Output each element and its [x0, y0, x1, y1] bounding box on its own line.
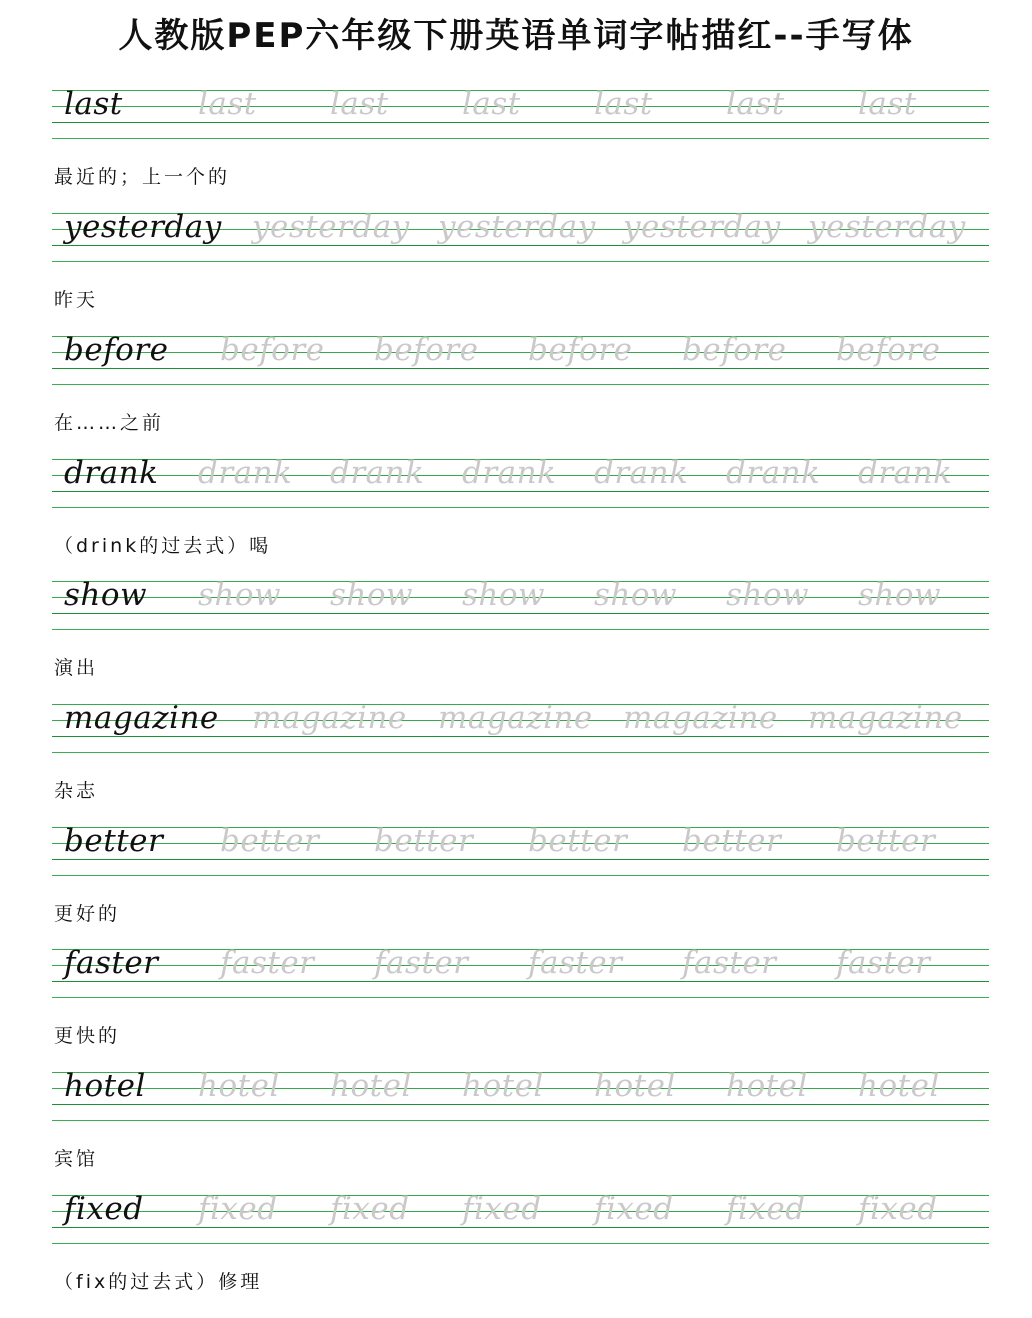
- trace-word: show: [594, 577, 678, 613]
- trace-word: hotel: [198, 1068, 280, 1104]
- trace-word: drank: [198, 455, 293, 491]
- guide-line-base: [52, 981, 989, 982]
- trace-word: show: [198, 577, 282, 613]
- trace-word: fixed: [198, 1191, 278, 1227]
- trace-word: show: [462, 577, 546, 613]
- word-meaning: 更好的: [54, 903, 121, 925]
- guide-line-base: [52, 1227, 989, 1228]
- trace-word: last: [858, 86, 917, 122]
- trace-word: last: [726, 86, 785, 122]
- guide-line-base: [52, 245, 989, 246]
- trace-word: magazine: [623, 700, 778, 736]
- trace-word: faster: [528, 945, 623, 981]
- guide-line-bottom: [52, 629, 989, 630]
- sample-word: yesterday: [64, 209, 222, 245]
- sample-word: magazine: [64, 700, 219, 736]
- trace-word: hotel: [330, 1068, 412, 1104]
- word-entry: [0, 700, 1032, 827]
- word-entry: [0, 332, 1032, 459]
- word-meaning: （fix的过去式）修理: [54, 1271, 263, 1293]
- guide-line-bottom: [52, 1243, 989, 1244]
- trace-word: before: [528, 332, 633, 368]
- sample-word: fixed: [64, 1191, 144, 1227]
- trace-word: yesterday: [252, 209, 410, 245]
- trace-word: yesterday: [623, 209, 781, 245]
- guide-line-base: [52, 613, 989, 614]
- trace-word: yesterday: [438, 209, 596, 245]
- word-entry: [0, 945, 1032, 1072]
- guide-line-bottom: [52, 1120, 989, 1121]
- trace-word: fixed: [726, 1191, 806, 1227]
- trace-word: better: [836, 823, 936, 859]
- trace-word: hotel: [726, 1068, 808, 1104]
- word-meaning: 演出: [54, 657, 99, 679]
- word-entry: [0, 86, 1032, 213]
- sample-word: faster: [64, 945, 159, 981]
- word-entry: [0, 1068, 1032, 1195]
- word-entry: [0, 577, 1032, 704]
- word-meaning: 昨天: [54, 289, 99, 311]
- guide-line-base: [52, 1104, 989, 1105]
- guide-line-bottom: [52, 997, 989, 998]
- trace-word: drank: [858, 455, 953, 491]
- guide-line-base: [52, 491, 989, 492]
- trace-word: better: [220, 823, 320, 859]
- sample-word: last: [64, 86, 123, 122]
- trace-word: last: [462, 86, 521, 122]
- trace-word: fixed: [594, 1191, 674, 1227]
- trace-word: yesterday: [808, 209, 966, 245]
- trace-word: fixed: [858, 1191, 938, 1227]
- trace-word: before: [220, 332, 325, 368]
- trace-word: better: [528, 823, 628, 859]
- trace-word: last: [330, 86, 389, 122]
- trace-word: magazine: [808, 700, 963, 736]
- trace-word: drank: [330, 455, 425, 491]
- word-meaning: 更快的: [54, 1025, 121, 1047]
- trace-word: faster: [836, 945, 931, 981]
- page-title: 人教版PEP六年级下册英语单词字帖描红--手写体: [118, 16, 914, 56]
- word-entry: [0, 455, 1032, 582]
- trace-word: hotel: [594, 1068, 676, 1104]
- guide-line-base: [52, 368, 989, 369]
- word-entry: [0, 209, 1032, 336]
- trace-word: show: [726, 577, 810, 613]
- trace-word: faster: [682, 945, 777, 981]
- sample-word: before: [64, 332, 169, 368]
- trace-word: faster: [374, 945, 469, 981]
- trace-word: better: [682, 823, 782, 859]
- guide-line-base: [52, 122, 989, 123]
- word-meaning: （drink的过去式）喝: [54, 535, 272, 557]
- trace-word: drank: [594, 455, 689, 491]
- trace-word: show: [330, 577, 414, 613]
- trace-word: hotel: [462, 1068, 544, 1104]
- guide-line-bottom: [52, 752, 989, 753]
- trace-word: before: [374, 332, 479, 368]
- sample-word: better: [64, 823, 164, 859]
- trace-word: before: [682, 332, 787, 368]
- guide-line-bottom: [52, 261, 989, 262]
- trace-word: fixed: [330, 1191, 410, 1227]
- sample-word: hotel: [64, 1068, 146, 1104]
- trace-word: hotel: [858, 1068, 940, 1104]
- guide-line-base: [52, 736, 989, 737]
- trace-word: last: [594, 86, 653, 122]
- trace-word: last: [198, 86, 257, 122]
- guide-line-bottom: [52, 875, 989, 876]
- trace-word: magazine: [252, 700, 407, 736]
- trace-word: before: [836, 332, 941, 368]
- trace-word: drank: [726, 455, 821, 491]
- guide-line-base: [52, 859, 989, 860]
- word-meaning: 杂志: [54, 780, 99, 802]
- word-meaning: 宾馆: [54, 1148, 99, 1170]
- word-entry: [0, 823, 1032, 950]
- guide-line-bottom: [52, 384, 989, 385]
- word-meaning: 最近的；上一个的: [54, 166, 231, 188]
- trace-word: magazine: [438, 700, 593, 736]
- word-meaning: 在……之前: [54, 412, 165, 434]
- trace-word: better: [374, 823, 474, 859]
- trace-word: show: [858, 577, 942, 613]
- trace-word: fixed: [462, 1191, 542, 1227]
- guide-line-bottom: [52, 138, 989, 139]
- sample-word: drank: [64, 455, 159, 491]
- word-entry: [0, 1191, 1032, 1318]
- sample-word: show: [64, 577, 148, 613]
- guide-line-bottom: [52, 507, 989, 508]
- trace-word: faster: [220, 945, 315, 981]
- trace-word: drank: [462, 455, 557, 491]
